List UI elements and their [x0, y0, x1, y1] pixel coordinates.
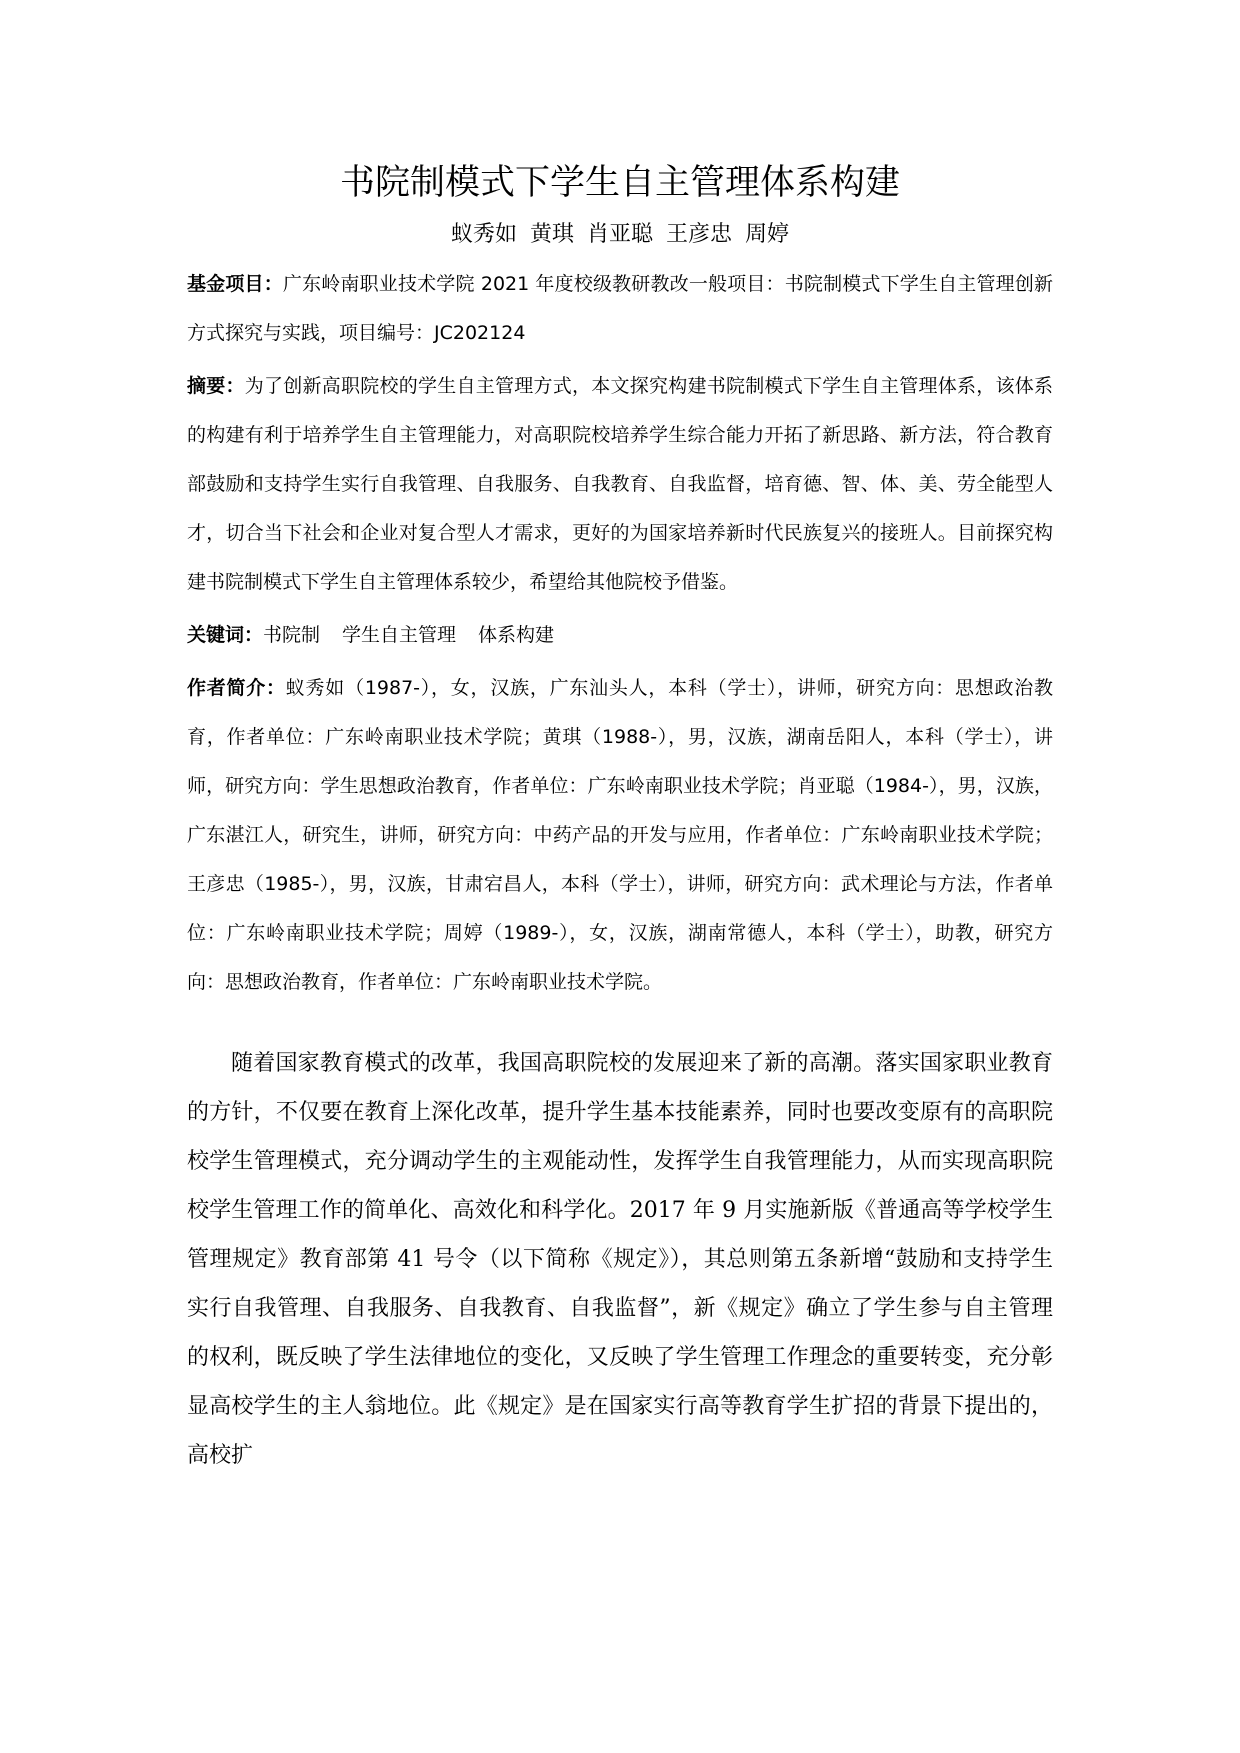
abstract-label: 摘要：	[187, 375, 245, 397]
fund-text: 广东岭南职业技术学院 2021 年度校级教研教改一般项目：书院制模式下学生自主管理创新方式探究与实践，项目编号：JC202124	[187, 273, 1053, 344]
body-paragraph: 随着国家教育模式的改革，我国高职院校的发展迎来了新的高潮。落实国家职业教育的方针，不仅要在教育上深化改革，提升学生基本技能素养，同时也要改变原有的高职院校学生管理模式，充分调动学生的主观能动性，发挥学生自我管理能力，从而实现高职院校学生管理工作的简单化、高效化和科学化。2017 年 9 月实施新版《普通高等学校学生管理规定》教育部第 41 号令（以下简称《规定》），其总则第五条新增“鼓励和支持学生实行自我管理、自我服务、自我教育、自我监督”，新《规定》确立了学生参与自主管理的权利，既反映了学生法律地位的变化，又反映了学生管理工作理念的重要转变，充分彰显高校学生的主人翁地位。此《规定》是在国家实行高等教育学生扩招的背景下提出的，高校扩	[187, 1051, 1053, 1468]
fund-project	[187, 260, 1053, 358]
paper-title: 书院制模式下学生自主管理体系构建	[339, 163, 900, 203]
fund-label: 基金项目：	[187, 273, 283, 295]
author-intro-label: 作者简介：	[187, 677, 286, 699]
author-list: 蚁秀如 黄琪 肖亚聪 王彦忠 周婷	[451, 222, 789, 247]
author-introduction	[187, 664, 1053, 1007]
keyword-item: 体系构建	[478, 624, 555, 646]
keyword-item: 书院制	[263, 624, 321, 646]
keyword-item: 学生自主管理	[342, 624, 457, 646]
abstract	[187, 362, 1053, 607]
keywords	[187, 611, 1053, 660]
abstract-text: 为了创新高职院校的学生自主管理方式，本文探究构建书院制模式下学生自主管理体系，该体系的构建有利于培养学生自主管理能力，对高职院校培养学生综合能力开拓了新思路、新方法，符合教育部鼓励和支持学生实行自我管理、自我服务、自我教育、自我监督，培育德、智、体、美、劳全能型人才，切合当下社会和企业对复合型人才需求，更好的为国家培养新时代民族复兴的接班人。目前探究构建书院制模式下学生自主管理体系较少，希望给其他院校予借鉴。	[187, 375, 1053, 593]
author-intro-text: 蚁秀如（1987-），女，汉族，广东汕头人，本科（学士），讲师，研究方向：思想政治教育，作者单位：广东岭南职业技术学院；黄琪（1988-），男，汉族，湖南岳阳人，本科（学士），讲师，研究方向：学生思想政治教育，作者单位：广东岭南职业技术学院；肖亚聪（1984-），男，汉族，广东湛江人，研究生，讲师，研究方向：中药产品的开发与应用，作者单位：广东岭南职业技术学院；王彦忠（1985-），男，汉族，甘肃宕昌人，本科（学士），讲师，研究方向：武术理论与方法，作者单位：广东岭南职业技术学院；周婷（1989-），女，汉族，湖南常德人，本科（学士），助教，研究方向：思想政治教育，作者单位：广东岭南职业技术学院。	[187, 677, 1053, 993]
keywords-label: 关键词：	[187, 624, 264, 646]
document-content	[187, 160, 1053, 1480]
